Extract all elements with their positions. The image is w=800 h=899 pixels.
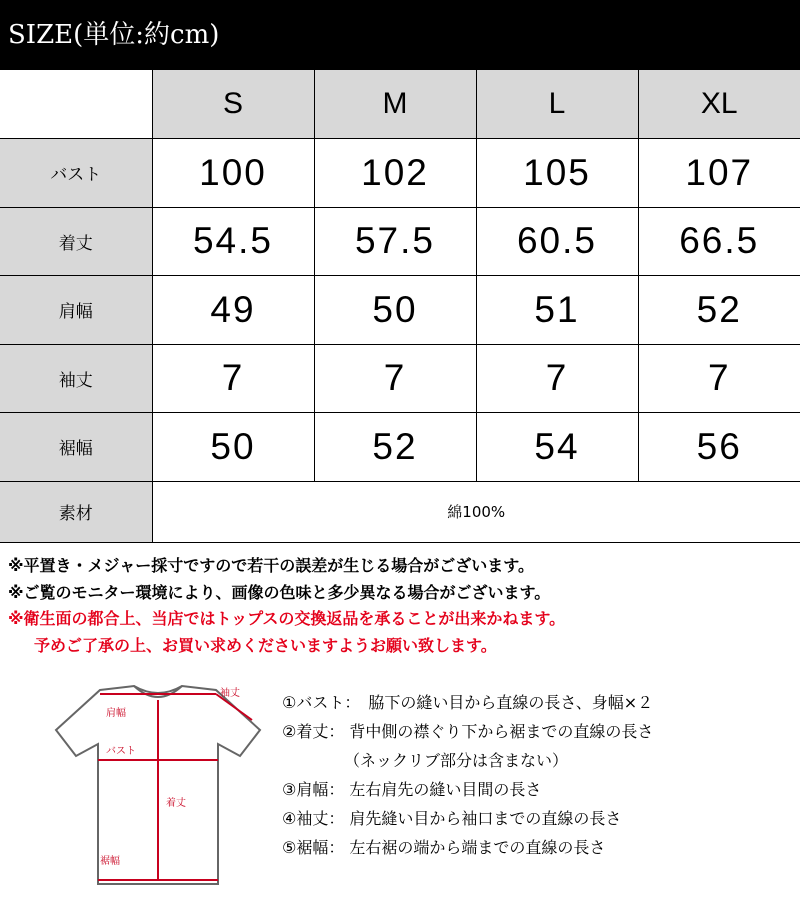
sleeve-s: 7 <box>152 344 314 413</box>
size-header-s: S <box>152 70 314 139</box>
tshirt-diagram <box>48 680 268 890</box>
diagram-label-shoulder: 肩幅 <box>106 708 126 719</box>
hem-m: 52 <box>314 413 476 482</box>
legend-hem: ⑤裾幅： 左右裾の端から端までの直線の長さ <box>282 838 606 857</box>
note-measurement: ※平置き・メジャー採寸ですので若干の誤差が生じる場合がございます。 <box>8 556 534 575</box>
length-m: 57.5 <box>314 207 476 276</box>
row-label-sleeve: 袖丈 <box>0 344 152 413</box>
material-value: 綿100% <box>152 481 800 542</box>
row-label-bust: バスト <box>0 139 152 208</box>
table-row-shoulder <box>0 276 800 345</box>
page-title: SIZE(単位:約cm) <box>8 20 220 50</box>
length-l: 60.5 <box>476 207 638 276</box>
row-label-material: 素材 <box>0 481 152 542</box>
legend-length: ②着丈： 背中側の襟ぐり下から裾までの直線の長さ <box>282 722 654 741</box>
bust-s: 100 <box>152 139 314 208</box>
note-no-returns: ※衛生面の都合上、当店ではトップスの交換返品を承ることが出来かねます。 <box>8 609 566 628</box>
size-header-row <box>0 70 800 139</box>
size-header-l: L <box>476 70 638 139</box>
row-label-length: 着丈 <box>0 207 152 276</box>
size-table <box>0 70 800 543</box>
bust-xl: 107 <box>638 139 800 208</box>
legend-shoulder: ③肩幅： 左右肩先の縫い目間の長さ <box>282 780 542 799</box>
sleeve-xl: 7 <box>638 344 800 413</box>
title-bar <box>0 0 800 70</box>
size-header-xl: XL <box>638 70 800 139</box>
note-monitor: ※ご覧のモニター環境により、画像の色味と多少異なる場合がございます。 <box>8 582 551 602</box>
row-label-shoulder: 肩幅 <box>0 276 152 345</box>
length-s: 54.5 <box>152 207 314 276</box>
table-row-material <box>0 481 800 542</box>
sleeve-l: 7 <box>476 344 638 413</box>
legend-length-note: （ネックリブ部分は含まない） <box>344 751 569 770</box>
size-header-m: M <box>314 70 476 139</box>
legend-sleeve: ④袖丈： 肩先縫い目から袖口までの直線の長さ <box>282 809 622 828</box>
legend-bust: ①バスト： 脇下の縫い目から直線の長さ、身幅×２ <box>282 693 654 712</box>
bust-l: 105 <box>476 139 638 208</box>
table-row-bust <box>0 139 800 208</box>
row-label-hem: 裾幅 <box>0 413 152 482</box>
length-xl: 66.5 <box>638 207 800 276</box>
diagram-label-length: 着丈 <box>166 798 186 809</box>
table-row-length <box>0 207 800 276</box>
diagram-label-sleeve: 袖丈 <box>220 688 240 699</box>
bust-m: 102 <box>314 139 476 208</box>
shoulder-m: 50 <box>314 276 476 345</box>
hem-l: 54 <box>476 413 638 482</box>
note-understanding: 予めご了承の上、お買い求めくださいますようお願い致します。 <box>34 635 497 655</box>
shoulder-xl: 52 <box>638 276 800 345</box>
table-row-sleeve <box>0 344 800 413</box>
notes <box>8 553 798 659</box>
hem-xl: 56 <box>638 413 800 482</box>
corner-cell <box>0 70 152 139</box>
sleeve-m: 7 <box>314 344 476 413</box>
diagram-label-bust: バスト <box>106 746 136 757</box>
table-row-hem <box>0 413 800 482</box>
measurement-legend <box>282 688 792 862</box>
hem-s: 50 <box>152 413 314 482</box>
shoulder-s: 49 <box>152 276 314 345</box>
shoulder-l: 51 <box>476 276 638 345</box>
diagram-label-hem: 裾幅 <box>100 856 120 867</box>
